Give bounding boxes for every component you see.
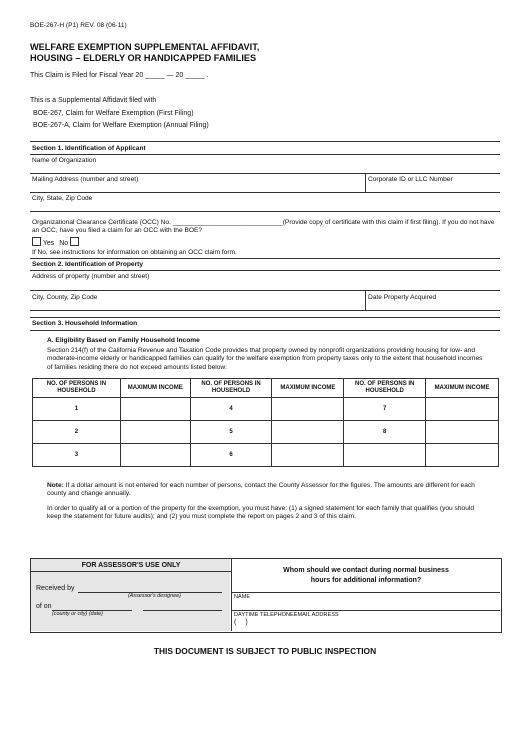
occ-answer-row xyxy=(32,237,79,247)
received-by-label: Received by xyxy=(36,585,75,592)
household-income-table xyxy=(32,378,499,467)
occ-question: an OCC, have you filed a claim for an OCC with the BOE? xyxy=(32,227,203,234)
affidavit-option-annual-filing[interactable]: BOE-267-A, Claim for Welfare Exemption (Annual Filing) xyxy=(33,122,209,129)
section3-paragraph: Section 214(f) of the California Revenue and Taxation Code provides that property owned by nonprofit organizations providing housing for low- and moderate-income elderly or handicapped families can qualify for the welfare exemption from property taxes only to the extent that household incomes of families residing there do not exceed amounts listed below: xyxy=(47,347,483,371)
form-id: BOE-267-H (P1) REV. 08 (06-11) xyxy=(30,22,127,29)
assessor-heading: FOR ASSESSOR'S USE ONLY xyxy=(81,562,181,569)
county-date-caption: (county or city) (date) xyxy=(52,611,103,617)
income-input-2[interactable] xyxy=(120,421,190,444)
contact-name-field[interactable] xyxy=(232,600,500,610)
col-income-2: MAXIMUM INCOME xyxy=(272,379,344,398)
form-title-line1: WELFARE EXEMPTION SUPPLEMENTAL AFFIDAVIT, xyxy=(30,42,260,52)
section3-subheading: A. Eligibility Based on Family Household Income xyxy=(47,337,200,344)
col-persons-2: NO. OF PERSONS IN HOUSEHOLD xyxy=(190,379,272,398)
corporate-id-label: Corporate ID or LLC Number xyxy=(368,176,453,183)
table-row: 1 4 7 xyxy=(33,398,499,421)
income-input-4[interactable] xyxy=(272,398,344,421)
organization-name-field[interactable] xyxy=(30,164,500,173)
occ-number-line[interactable]: Organizational Clearance Certificate (OCC) No. ______________________________(Provide copy of certificate with this claim if first filing). If you do not have xyxy=(32,219,495,226)
table-row: 2 5 8 xyxy=(33,421,499,444)
section3-heading: Section 3. Household Information xyxy=(32,320,138,327)
corporate-id-field[interactable] xyxy=(366,183,500,192)
table-row: 3 6 xyxy=(33,444,499,467)
income-input-5[interactable] xyxy=(272,421,344,444)
mailing-address-label: Mailing Address (number and street) xyxy=(32,176,139,183)
city-state-zip-field[interactable] xyxy=(30,202,500,211)
form-title-line2: HOUSING – ELDERLY OR HANDICAPPED FAMILIES xyxy=(30,53,257,63)
mailing-address-field[interactable] xyxy=(30,183,364,192)
income-input-3[interactable] xyxy=(120,444,190,467)
col-income-3: MAXIMUM INCOME xyxy=(426,379,499,398)
property-city-label: City, County, Zip Code xyxy=(32,294,98,301)
property-city-field[interactable] xyxy=(30,301,364,310)
of-on-label: of on xyxy=(36,603,52,610)
date-acquired-label: Date Property Acquired xyxy=(368,294,437,301)
assessor-designee-caption: (Assessor's designee) xyxy=(128,593,181,599)
affidavit-intro: This is a Supplemental Affidavit filed with xyxy=(30,97,157,104)
note-paragraph: Note: If a dollar amount is not entered for each number of persons, contact the County Assessor for the figures. The amounts are different for each county and change annually. xyxy=(47,482,475,498)
col-persons-1: NO. OF PERSONS IN HOUSEHOLD xyxy=(33,379,121,398)
section1-heading: Section 1. Identification of Applicant xyxy=(32,145,146,152)
public-inspection-notice: THIS DOCUMENT IS SUBJECT TO PUBLIC INSPECTION xyxy=(153,646,377,656)
date-field[interactable] xyxy=(143,601,222,610)
no-label: No xyxy=(59,240,69,247)
contact-phone-email-label: DAYTIME TELEPHONEEMAIL ADDRESS xyxy=(234,612,339,618)
county-field[interactable] xyxy=(52,601,132,610)
no-checkbox[interactable] xyxy=(70,237,79,246)
phone-area-code-field[interactable]: () xyxy=(234,619,257,626)
occ-note: If No, see instructions for information on obtaining an OCC claim form. xyxy=(32,249,237,256)
yes-label: Yes xyxy=(42,240,55,247)
income-input-6[interactable] xyxy=(272,444,344,467)
fiscal-year-line[interactable]: This Claim is Filed for Fiscal Year 20 _____ — 20 _____ . xyxy=(30,72,209,79)
income-input-7[interactable] xyxy=(426,398,499,421)
yes-checkbox[interactable] xyxy=(32,237,41,246)
contact-name-label: NAME xyxy=(234,594,251,600)
received-by-field[interactable] xyxy=(78,583,222,592)
city-state-zip-label: City, State, Zip Code xyxy=(32,195,93,202)
income-input-8[interactable] xyxy=(426,421,499,444)
property-address-label: Address of property (number and street) xyxy=(32,273,150,280)
affidavit-option-first-filing[interactable]: BOE-267, Claim for Welfare Exemption (First Filing) xyxy=(33,110,194,117)
date-acquired-field[interactable] xyxy=(366,301,500,310)
property-address-field[interactable] xyxy=(30,280,500,290)
income-input-1[interactable] xyxy=(120,398,190,421)
col-income-1: MAXIMUM INCOME xyxy=(120,379,190,398)
contact-question: Whom should we contact during normal business hours for additional information? xyxy=(283,567,449,584)
qualification-paragraph: In order to qualify all or a portion of the property for the exemption, you must have: (1) a signed statement for each family that qualifies (you should keep the statement for future audits); and (2) you must complete the report on pages 2 and 3 of this claim. xyxy=(47,505,474,521)
col-persons-3: NO. OF PERSONS IN HOUSEHOLD xyxy=(344,379,426,398)
section2-heading: Section 2. Identification of Property xyxy=(32,261,144,268)
organization-name-label: Name of Organization xyxy=(32,157,97,164)
